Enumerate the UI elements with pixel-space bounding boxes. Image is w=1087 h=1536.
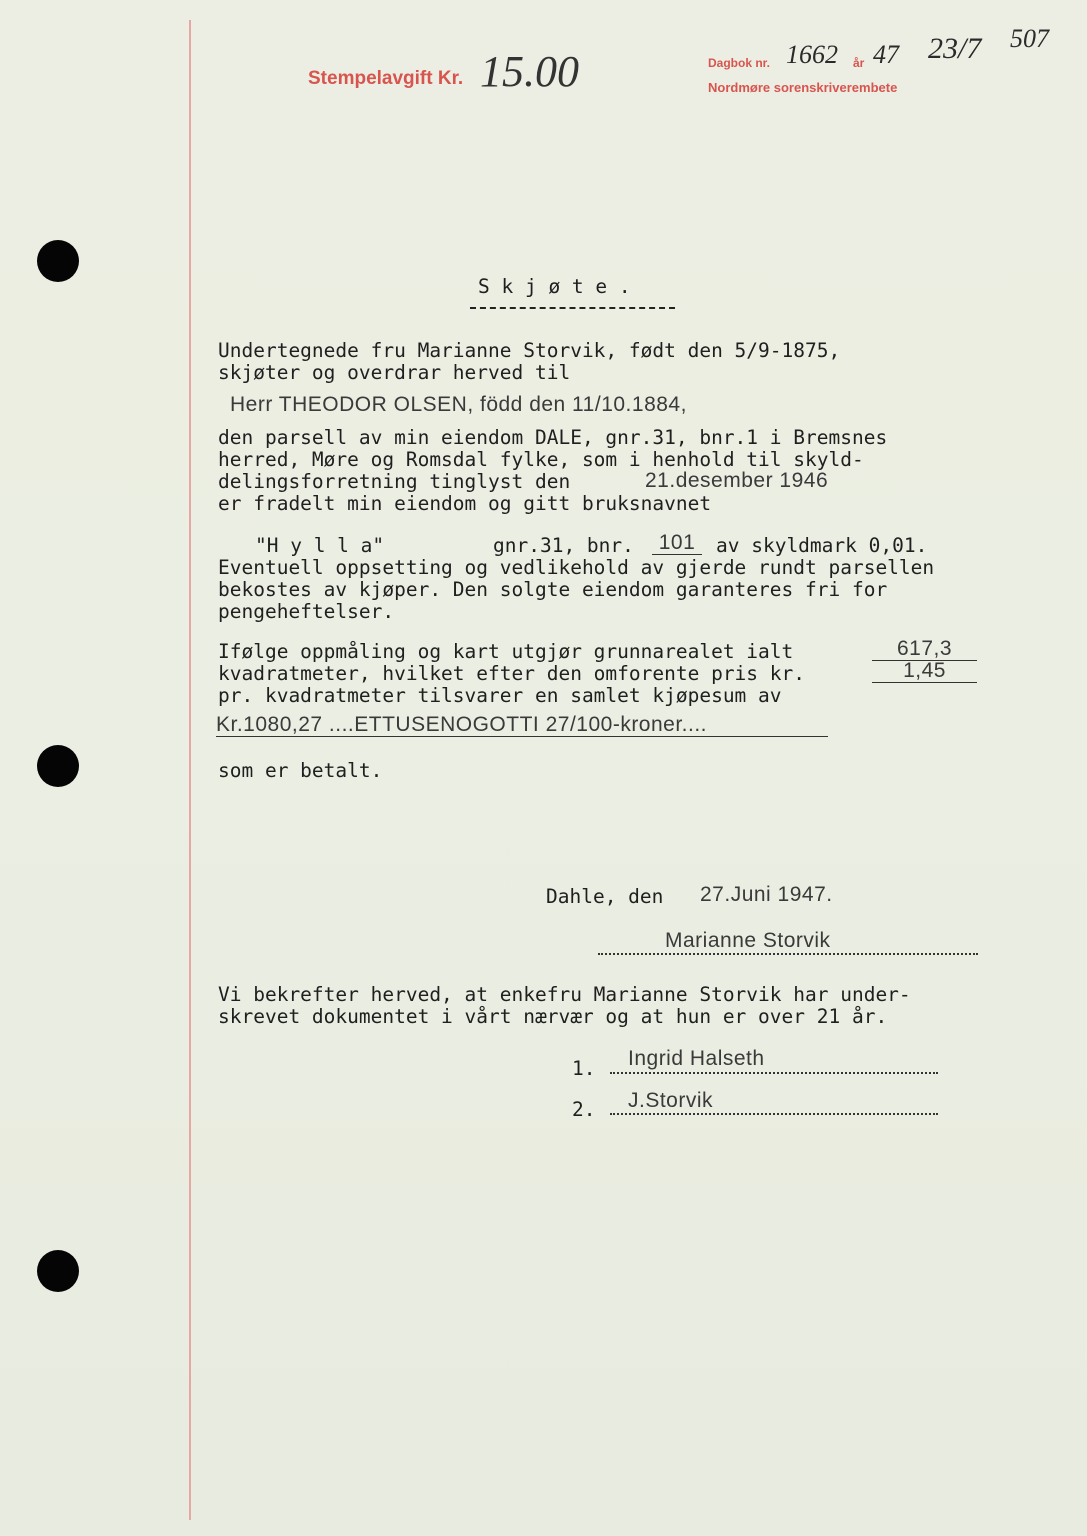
area-value: 617,3 (872, 638, 977, 661)
signature-line (598, 953, 978, 955)
price-value: 1,45 (872, 660, 977, 683)
body-line: kvadratmeter, hvilket efter den omforente pris kr. (218, 662, 805, 685)
body-line: gnr.31, bnr. (493, 534, 634, 557)
stamp-journal-year: 47 (873, 40, 899, 69)
body-line: Undertegnede fru Marianne Storvik, født den 5/9-1875, (218, 339, 841, 362)
punch-hole (37, 240, 79, 282)
body-line: Ifølge oppmåling og kart utgjør grunnarealet ialt (218, 640, 794, 663)
body-line: av skyldmark 0,01. (716, 534, 928, 557)
seller-signature: Marianne Storvik (665, 929, 831, 952)
body-line: bekostes av kjøper. Den solgte eiendom garanteres fri for (218, 578, 888, 601)
punch-hole (37, 1250, 79, 1292)
page-number: 507 (1010, 24, 1049, 53)
witness-number: 1. (572, 1057, 596, 1080)
stamp-registry: Nordmøre sorenskriverembete (708, 80, 898, 95)
property-name: "H y l l a" (255, 534, 385, 557)
body-line: pr. kvadratmeter tilsvarer en samlet kjøpesum av (218, 684, 782, 707)
page-title: S k j ø t e . (478, 275, 631, 298)
body-line: er fradelt min eiendom og gitt bruksnavnet (218, 492, 712, 515)
tinglyst-date: 21.desember 1946 (645, 469, 829, 492)
stamp-fee-label: Stempelavgift Kr. (308, 68, 464, 89)
stamp-journal-year-label: år (853, 56, 865, 70)
bnr-value: 101 (652, 532, 702, 555)
witness-name: Ingrid Halseth (628, 1047, 765, 1070)
body-line: herred, Møre og Romsdal fylke, som i henhold til skyld- (218, 448, 864, 471)
punch-hole (37, 745, 79, 787)
body-line: Eventuell oppsetting og vedlikehold av gjerde rundt parsellen (218, 556, 935, 579)
signing-date: 27.Juni 1947. (700, 883, 833, 906)
body-line: den parsell av min eiendom DALE, gnr.31, bnr.1 i Bremsnes (218, 426, 888, 449)
body-line: pengeheftelser. (218, 600, 395, 623)
witness-line (610, 1072, 938, 1074)
body-line: delingsforretning tinglyst den (218, 470, 571, 493)
witness-number: 2. (572, 1098, 596, 1121)
witness-name: J.Storvik (628, 1089, 714, 1112)
witness-text: Vi bekrefter herved, at enkefru Marianne Storvik har under- (218, 983, 911, 1006)
place-prefix: Dahle, den (546, 885, 664, 908)
witness-text: skrevet dokumentet i vårt nærvær og at hun er over 21 år. (218, 1005, 888, 1028)
body-line: skjøter og overdrar herved til (218, 361, 571, 384)
title-underline (470, 307, 675, 309)
stamp-journal-date: 23/7 (928, 32, 982, 65)
body-line: som er betalt. (218, 759, 383, 782)
stamp-journal-number: 1662 (786, 40, 838, 69)
margin-line (189, 20, 191, 1520)
witness-line (610, 1113, 938, 1115)
purchase-sum: Kr.1080,27 ....ETTUSENOGOTTI 27/100-kroner.... (216, 714, 828, 737)
buyer-line: Herr THEODOR OLSEN, född den 11/10.1884, (230, 393, 687, 416)
stamp-fee-value: 15.00 (480, 47, 579, 96)
stamp-journal-label: Dagbok nr. (708, 56, 771, 70)
